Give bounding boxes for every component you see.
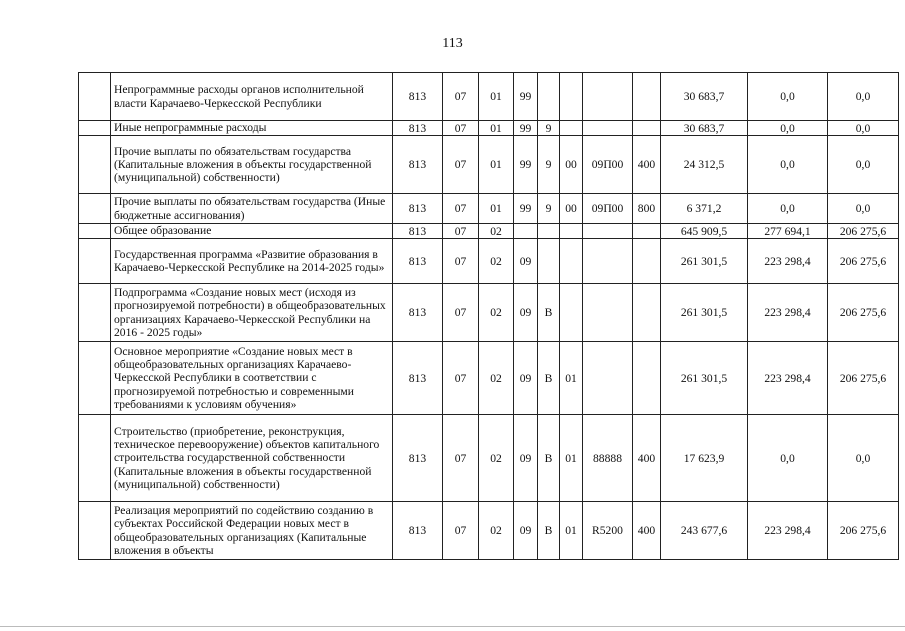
- subprogram-cell: В: [538, 342, 560, 415]
- direction-cell: 88888: [583, 415, 633, 502]
- expense-type-cell: 400: [633, 502, 661, 560]
- direction-cell: [583, 224, 633, 239]
- section-cell: 07: [443, 194, 479, 224]
- subprogram-cell: В: [538, 415, 560, 502]
- sum-2024-cell: 0,0: [828, 194, 899, 224]
- code-cell: 813: [393, 415, 443, 502]
- code-cell: 813: [393, 224, 443, 239]
- subprogram-cell: В: [538, 502, 560, 560]
- sum-2023-cell: 0,0: [748, 415, 828, 502]
- code-cell: 813: [393, 73, 443, 121]
- sum-2023-cell: 223 298,4: [748, 284, 828, 342]
- section-cell: 07: [443, 136, 479, 194]
- section-cell: 07: [443, 224, 479, 239]
- subprogram-cell: 9: [538, 136, 560, 194]
- measure-cell: 01: [560, 502, 583, 560]
- table-body: [79, 73, 899, 560]
- section-cell: 07: [443, 284, 479, 342]
- table-row: [79, 415, 899, 502]
- expense-name-cell: Прочие выплаты по обязательствам государства (Капитальные вложения в объекты государственной (муниципальной) собственности): [111, 136, 393, 194]
- program-cell: 09: [514, 239, 538, 284]
- program-cell: 99: [514, 194, 538, 224]
- row-number-cell: [79, 415, 111, 502]
- program-cell: 99: [514, 136, 538, 194]
- measure-cell: 01: [560, 342, 583, 415]
- subsection-cell: 02: [479, 224, 514, 239]
- measure-cell: 00: [560, 194, 583, 224]
- expense-name-cell: Непрограммные расходы органов исполнительной власти Карачаево-Черкесской Республики: [111, 73, 393, 121]
- sum-2023-cell: 0,0: [748, 136, 828, 194]
- sum-2022-cell: 645 909,5: [661, 224, 748, 239]
- row-number-cell: [79, 224, 111, 239]
- measure-cell: [560, 73, 583, 121]
- expense-type-cell: [633, 239, 661, 284]
- section-cell: 07: [443, 121, 479, 136]
- table-row: [79, 121, 899, 136]
- expense-type-cell: 400: [633, 136, 661, 194]
- measure-cell: [560, 121, 583, 136]
- expense-type-cell: [633, 121, 661, 136]
- expense-name-cell: Реализация мероприятий по содействию созданию в субъектах Российской Федерации новых мест в общеобразовательных организациях (Капитальные вложения в объекты: [111, 502, 393, 560]
- subprogram-cell: 9: [538, 121, 560, 136]
- table-row: [79, 342, 899, 415]
- direction-cell: [583, 284, 633, 342]
- direction-cell: [583, 73, 633, 121]
- sum-2022-cell: 261 301,5: [661, 284, 748, 342]
- sum-2024-cell: 206 275,6: [828, 224, 899, 239]
- sum-2023-cell: 0,0: [748, 194, 828, 224]
- measure-cell: [560, 224, 583, 239]
- direction-cell: R5200: [583, 502, 633, 560]
- table-row: [79, 502, 899, 560]
- sum-2022-cell: 24 312,5: [661, 136, 748, 194]
- sum-2024-cell: 0,0: [828, 121, 899, 136]
- expense-name-cell: Подпрограмма «Создание новых мест (исходя из прогнозируемой потребности) в общеобразовательных организациях Карачаево-Черкесской Республики на 2016 - 2025 годы»: [111, 284, 393, 342]
- code-cell: 813: [393, 284, 443, 342]
- subsection-cell: 01: [479, 73, 514, 121]
- expense-name-cell: Прочие выплаты по обязательствам государства (Иные бюджетные ассигнования): [111, 194, 393, 224]
- code-cell: 813: [393, 121, 443, 136]
- sum-2023-cell: 223 298,4: [748, 502, 828, 560]
- expense-type-cell: 800: [633, 194, 661, 224]
- sum-2023-cell: 223 298,4: [748, 342, 828, 415]
- table-row: [79, 284, 899, 342]
- table-row: [79, 224, 899, 239]
- subprogram-cell: 9: [538, 194, 560, 224]
- sum-2023-cell: 0,0: [748, 73, 828, 121]
- measure-cell: [560, 284, 583, 342]
- sum-2024-cell: 0,0: [828, 136, 899, 194]
- sum-2024-cell: 0,0: [828, 415, 899, 502]
- row-number-cell: [79, 121, 111, 136]
- measure-cell: 01: [560, 415, 583, 502]
- sum-2022-cell: 243 677,6: [661, 502, 748, 560]
- row-number-cell: [79, 502, 111, 560]
- subsection-cell: 01: [479, 136, 514, 194]
- code-cell: 813: [393, 342, 443, 415]
- program-cell: 99: [514, 121, 538, 136]
- code-cell: 813: [393, 136, 443, 194]
- sum-2024-cell: 206 275,6: [828, 284, 899, 342]
- table-row: [79, 239, 899, 284]
- row-number-cell: [79, 136, 111, 194]
- program-cell: 09: [514, 342, 538, 415]
- direction-cell: [583, 121, 633, 136]
- sum-2022-cell: 6 371,2: [661, 194, 748, 224]
- sum-2022-cell: 30 683,7: [661, 121, 748, 136]
- row-number-cell: [79, 73, 111, 121]
- sum-2022-cell: 17 623,9: [661, 415, 748, 502]
- subsection-cell: 02: [479, 239, 514, 284]
- measure-cell: [560, 239, 583, 284]
- subprogram-cell: [538, 224, 560, 239]
- code-cell: 813: [393, 502, 443, 560]
- bottom-rule: [0, 626, 905, 627]
- row-number-cell: [79, 342, 111, 415]
- expense-name-cell: Основное мероприятие «Создание новых мест в общеобразовательных организациях Карачаево-Черкесской Республики в соответствии с прогнозируемой потребностью и современными требованиями к условиям обучения»: [111, 342, 393, 415]
- subsection-cell: 02: [479, 502, 514, 560]
- sum-2023-cell: 277 694,1: [748, 224, 828, 239]
- code-cell: 813: [393, 239, 443, 284]
- table-row: [79, 73, 899, 121]
- expense-name-cell: Строительство (приобретение, реконструкция, техническое перевооружение) объектов капитального строительства государственной собственности (Капитальные вложения в объекты государственной (муниципальной) собственности): [111, 415, 393, 502]
- program-cell: 09: [514, 415, 538, 502]
- measure-cell: 00: [560, 136, 583, 194]
- program-cell: 09: [514, 284, 538, 342]
- program-cell: [514, 224, 538, 239]
- row-number-cell: [79, 239, 111, 284]
- sum-2022-cell: 261 301,5: [661, 239, 748, 284]
- expense-type-cell: [633, 342, 661, 415]
- direction-cell: [583, 342, 633, 415]
- expense-type-cell: [633, 224, 661, 239]
- direction-cell: 09П00: [583, 194, 633, 224]
- expense-type-cell: [633, 73, 661, 121]
- section-cell: 07: [443, 502, 479, 560]
- subsection-cell: 01: [479, 121, 514, 136]
- expense-name-cell: Государственная программа «Развитие образования в Карачаево-Черкесской Республике на 2014-2025 годы»: [111, 239, 393, 284]
- sum-2024-cell: 206 275,6: [828, 502, 899, 560]
- subsection-cell: 02: [479, 342, 514, 415]
- direction-cell: 09П00: [583, 136, 633, 194]
- sum-2024-cell: 206 275,6: [828, 239, 899, 284]
- row-number-cell: [79, 194, 111, 224]
- subprogram-cell: [538, 73, 560, 121]
- row-number-cell: [79, 284, 111, 342]
- sum-2022-cell: 261 301,5: [661, 342, 748, 415]
- section-cell: 07: [443, 73, 479, 121]
- subsection-cell: 02: [479, 284, 514, 342]
- subprogram-cell: [538, 239, 560, 284]
- subprogram-cell: В: [538, 284, 560, 342]
- section-cell: 07: [443, 415, 479, 502]
- budget-table: [78, 72, 899, 560]
- subsection-cell: 01: [479, 194, 514, 224]
- sum-2022-cell: 30 683,7: [661, 73, 748, 121]
- sum-2023-cell: 223 298,4: [748, 239, 828, 284]
- expense-name-cell: Иные непрограммные расходы: [111, 121, 393, 136]
- table-row: [79, 194, 899, 224]
- program-cell: 09: [514, 502, 538, 560]
- sum-2023-cell: 0,0: [748, 121, 828, 136]
- code-cell: 813: [393, 194, 443, 224]
- expense-name-cell: Общее образование: [111, 224, 393, 239]
- expense-type-cell: [633, 284, 661, 342]
- subsection-cell: 02: [479, 415, 514, 502]
- sum-2024-cell: 206 275,6: [828, 342, 899, 415]
- direction-cell: [583, 239, 633, 284]
- section-cell: 07: [443, 342, 479, 415]
- expense-type-cell: 400: [633, 415, 661, 502]
- program-cell: 99: [514, 73, 538, 121]
- section-cell: 07: [443, 239, 479, 284]
- sum-2024-cell: 0,0: [828, 73, 899, 121]
- page-number: 113: [442, 36, 463, 51]
- table-row: [79, 136, 899, 194]
